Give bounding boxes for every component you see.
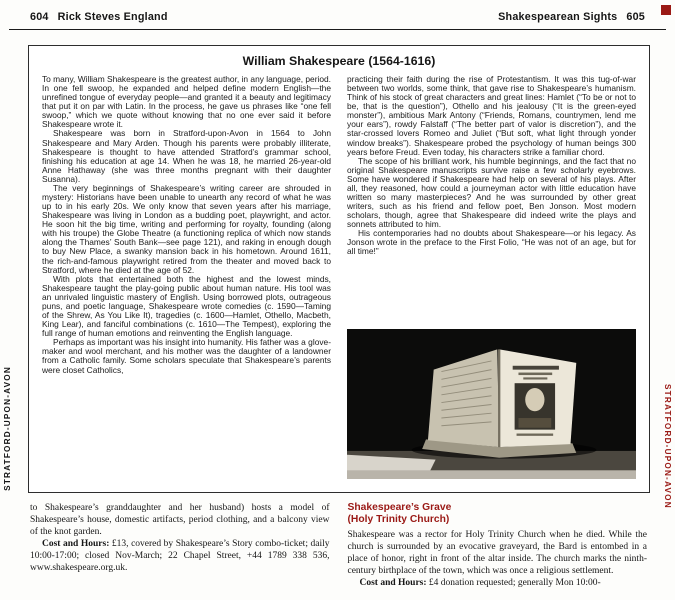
box-paragraph: Perhaps as important was his insight into humanity. His father was a glove-maker and wool merchant, and his mother was the daughter of a landowner from a Catholic family. Some scholars speculate that Shakespeare’s parents were closet Catholics, (42, 337, 331, 375)
cost-text: £13, covered by Shakespeare’s Story combo-ticket; daily 10:00-17:00; closed Nov-March; 22 Chapel Street, +44 1789 338 536, www.shakespeare.org.uk. (30, 539, 330, 574)
box-right-column (347, 75, 636, 479)
body-paragraph: Shakespeare was a rector for Holy Trinity Church when he died. While the church is surrounded by an evocative graveyard, the Bard is entombed in a place of honor, right in front of the altar inside. The church marks the ninth-century birthplace of the town, which was once a religious settlement. (347, 529, 647, 576)
first-folio-photo (347, 329, 636, 479)
box-paragraph: His contemporaries had no doubts about Shakespeare—or his legacy. As Jonson wrote in the preface to the First Folio, “He was not of an age, but for all time!” (347, 228, 636, 257)
section-heading-shakespeares-grave (348, 502, 648, 526)
corner-tab-mark (661, 5, 671, 15)
shakespeare-sidebar-box (28, 45, 650, 493)
side-tab-left: STRATFORD-UPON-AVON (3, 366, 12, 491)
heading-line-2: (Holy Trinity Church) (347, 513, 450, 525)
box-paragraph: With plots that entertained both the highest and the lowest minds, Shakespeare taught the play-going public about human nature. His tool was an unrivaled linguistic mastery of English. Using borrowed plots, outrageous puns, and poetic language, Shakespeare wrote comedies (c. 1590—Taming of the Shrew, As You Like It), tragedies (c. 1600—Hamlet, Othello, Macbeth, King Lear), and fanciful combinations (c. 1610—The Tempest), exploring the full range of human emotions and reinventing the English language. (42, 273, 331, 339)
chapter-title: Shakespearean Sights (498, 11, 618, 23)
box-paragraph: To many, William Shakespeare is the greatest author, in any language, period. In one fell swoop, he expanded and helped define modern English—the unrefined tongue of everyday people—and granted it a beauty and legitimacy that put it on par with Latin. In the process, he gave us phrases like “one fell swoop,” which we quote without knowing that no one ever said it before Shakespeare wrote it. (42, 75, 331, 130)
box-paragraph: The scope of his brilliant work, his humble beginnings, and the fact that no original Shakespeare manuscripts survive raise a few scholarly eyebrows. Some have wondered if Shakespeare had help on several of his plays. After all, they reasoned, how could a journeyman actor with little education have written so many masterpieces? And he was surrounded by other great writers, such as his friend and fellow poet, Ben Jonson. Most modern scholars, though, agree that Shakespeare did indeed write the plays and sonnets attributed to him. (347, 155, 636, 230)
box-title-dates: (1564-1616) (368, 54, 436, 68)
body-left-column (30, 502, 330, 589)
box-paragraph: The very beginnings of Shakespeare’s writing career are shrouded in mystery: Historians have been unable to unearth any record of what he was up to in his early 20s. We only know that seven years after his marriage, Shakespeare was living in London as a budding poet, playwright, and actor. He soon hit the big time, writing and performing for royalty, founding (along with his troupe) the Globe Theatre (a functioning replica of which now stands along the Thames’ South Bank—see page 121), and raking in enough dough to buy New Place, a swanky mansion back in his hometown. Around 1611, the rich-and-famous playwright retired from the theater and moved back to Stratford, where he died at the age of 52. (42, 182, 331, 275)
header-right (498, 11, 645, 23)
box-title (42, 54, 636, 68)
cost-label: Cost and Hours: (42, 539, 110, 550)
cost-and-hours-right (348, 577, 648, 589)
box-left-column (42, 75, 331, 479)
heading-line-1: Shakespeare’s Grave (347, 502, 452, 513)
box-paragraph: practicing their faith during the rise of Protestantism. It was this tug-of-war between two worlds, some think, that gave rise to Shakespeare’s humanism. Think of his stock of great characters and great lines: Hamlet (“To be or not to be, that is the question”), Othello and his jealousy (“It is the green-eyed monster”), ambitious Mark Antony (“Friends, Romans, countrymen, lend me your ears”), rowdy Falstaff (“The better part of valor is discretion”), and the star-crossed lovers Romeo and Juliet (“But soft, what light through yonder window breaks”). Shakespeare probed the psychology of human beings 300 years before Freud. Even today, his characters strike a familiar chord. (347, 75, 636, 157)
box-title-name: William Shakespeare (242, 54, 365, 68)
cost-text: £4 donation requested; generally Mon 10:00- (426, 577, 601, 588)
page-body (30, 502, 647, 589)
cost-label: Cost and Hours: (359, 577, 427, 588)
page-number-left: 604 (30, 11, 49, 23)
page-number-right: 605 (626, 11, 645, 23)
running-header (30, 11, 645, 23)
body-right-column (348, 502, 648, 589)
box-paragraph: Shakespeare was born in Stratford-upon-Avon in 1564 to John Shakespeare and Mary Arden. Though his parents were probably illiterate, Shakespeare is thought to have attended Stratford’s grammar school, finishing his education at age 14. When he was 18, he married 26-year-old Anne Hathaway (she was three months pregnant with their daughter Susanna). (42, 128, 331, 184)
book-title: Rick Steves England (57, 11, 168, 23)
side-tab-right: STRATFORD-UPON-AVON (663, 384, 672, 509)
cost-and-hours-left (30, 538, 330, 574)
header-rule (9, 29, 666, 30)
header-left (30, 11, 168, 23)
body-paragraph: to Shakespeare’s granddaughter and her husband) hosts a model of Shakespeare’s house, domestic artifacts, period clothing, and a balcony view of the knot garden. (30, 503, 330, 538)
